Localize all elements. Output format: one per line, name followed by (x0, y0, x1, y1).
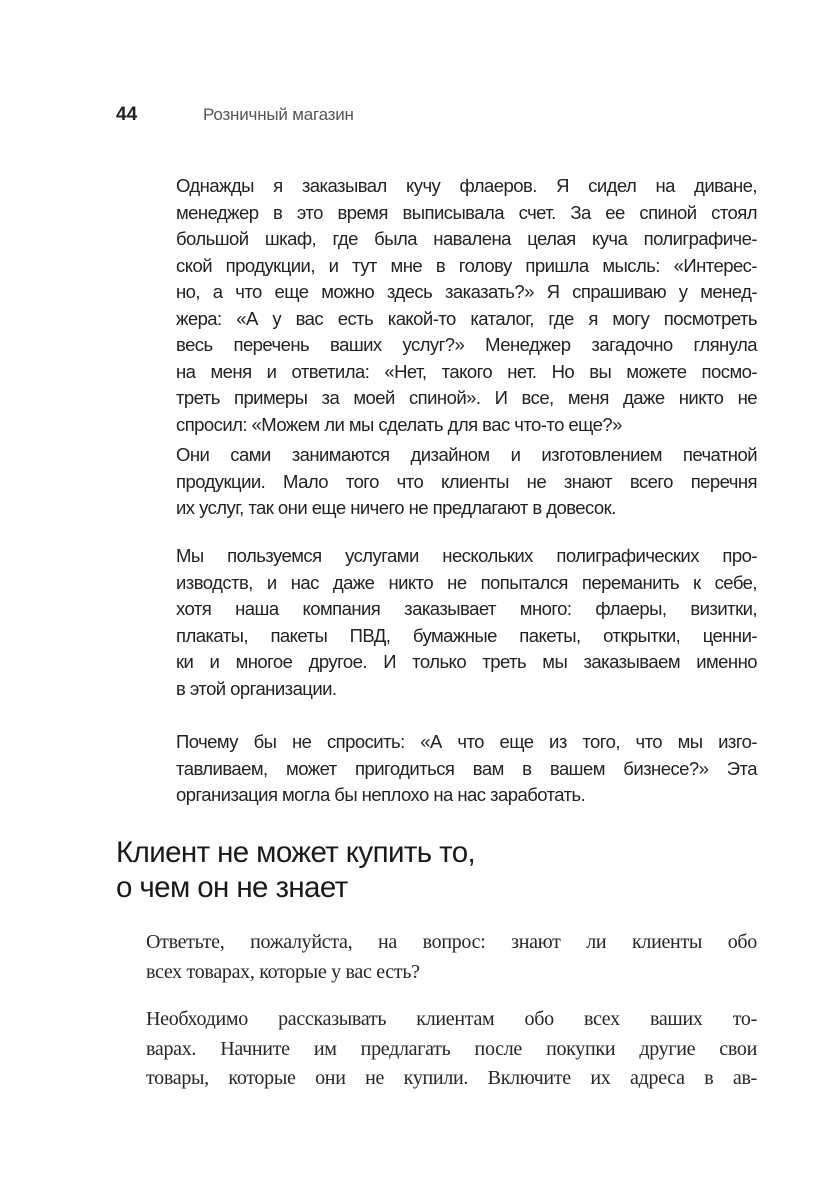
text-line: спросил: «Можем ли мы сделать для вас что-то еще?» (176, 413, 622, 435)
text-line: всех товарах, которые у вас есть? (146, 960, 420, 983)
paragraph (176, 543, 757, 702)
text-line: плакаты, пакеты ПВД, бумажные пакеты, открытки, ценни- (176, 624, 757, 646)
section-heading-line: о чем он не знает (116, 871, 348, 904)
text-line: хотя наша компания заказывает много: флаеры, визитки, (176, 598, 757, 619)
text-line: их услуг, так они еще ничего не предлагают в довесок. (176, 497, 616, 518)
text-line: Ответьте, пожалуйста, на вопрос: знают ли клиенты обо (146, 931, 757, 953)
text-line: в этой организации. (176, 677, 337, 699)
text-line: ской продукции, и тут мне в голову пришла мысль: «Интерес- (176, 254, 757, 276)
text-line: большой шкаф, где была навалена целая куча полиграфиче- (176, 228, 757, 249)
text-line: варах. Начните им предлагать после покупки другие свои (146, 1037, 757, 1060)
text-line: но, а что еще можно здесь заказать?» Я спрашиваю у менед- (176, 281, 757, 302)
text-line: Мы пользуемся услугами нескольких полиграфических про- (176, 545, 757, 566)
running-title: Розничный магазин (203, 105, 354, 124)
paragraph (176, 442, 757, 522)
text-line: Они сами занимаются дизайном и изготовлением печатной (176, 444, 757, 465)
text-line: Почему бы не спросить: «А что еще из того, что мы изго- (176, 731, 757, 752)
text-line: треть примеры за моей спиной». И все, меня даже никто не (176, 387, 757, 408)
section-heading-line: Клиент не может купить то, (116, 836, 476, 869)
text-line: продукции. Мало того что клиенты не знают всего перечня (176, 470, 757, 492)
text-line: весь перечень ваших услуг?» Менеджер загадочно глянула (176, 334, 757, 355)
page-number: 44 (116, 104, 138, 125)
text-line: Необходимо рассказывать клиентам обо всех ваших то- (146, 1008, 757, 1030)
text-line: менеджер в это время выписывала счет. За ее спиной стоял (176, 201, 757, 223)
text-line: тавливаем, может пригодиться вам в вашем бизнесе?» Эта (176, 757, 757, 779)
text-line: жера: «А у вас есть какой-то каталог, где я могу посмотреть (176, 307, 757, 329)
text-line: товары, которые они не купили. Включите их адреса в ав- (146, 1067, 757, 1089)
text-line: Однажды я заказывал кучу флаеров. Я сидел на диване, (176, 175, 757, 196)
paragraph (146, 928, 757, 987)
text-line: на меня и ответила: «Нет, такого нет. Но вы можете посмо- (176, 360, 757, 382)
text-line: организация могла бы неплохо на нас заработать. (176, 784, 586, 805)
paragraph (176, 729, 757, 809)
section-heading (116, 835, 475, 905)
paragraph (176, 173, 757, 438)
paragraph (146, 1005, 757, 1094)
text-line: изводств, и нас даже никто не попытался переманить к себе, (176, 571, 757, 593)
text-line: ки и многое другое. И только треть мы заказываем именно (176, 651, 757, 672)
